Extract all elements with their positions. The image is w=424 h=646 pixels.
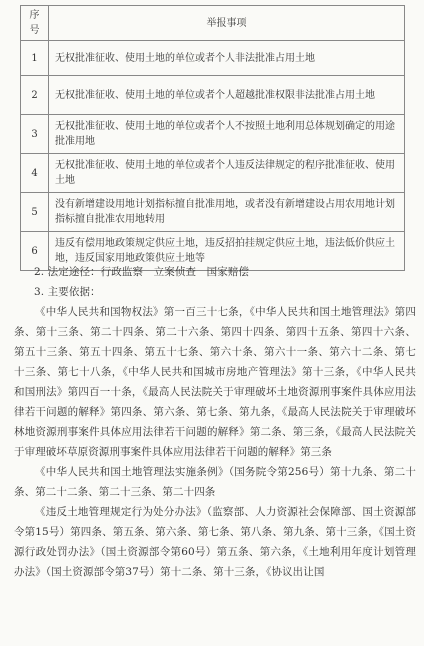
row-text: 没有新增建设用地计划指标擅自批准用地，或者没有新增建设占用农用地计划指标擅自批准农用地转用 [49, 193, 405, 232]
table-row [21, 154, 405, 193]
row-number: 6 [21, 232, 49, 271]
main-basis-heading: 3. 主要依据： [34, 286, 101, 298]
row-number: 4 [21, 154, 49, 193]
row-text: 无权批准征收、使用土地的单位或者个人不按照土地利用总体规划确定的用途批准用地 [49, 115, 405, 154]
table-row [21, 41, 405, 76]
row-number: 1 [21, 41, 49, 76]
table-row [21, 76, 405, 115]
legal-channels-item: 2. 法定途径：行政监察 立案侦查 国家赔偿 [34, 266, 250, 278]
row-text: 无权批准征收、使用土地的单位或者个人超越批准权限非法批准占用土地 [49, 76, 405, 115]
basis-paragraph: 《违反土地管理规定行为处分办法》（监察部、人力资源社会保障部、国土资源部令第15号）第四条、第五条、第六条、第七条、第八条、第九条、第十三条，《国土资源行政处罚办法》（国土资源部令第60号）第五条、第六条，《土地利用年度计划管理办法》（国土资源部令第37号）第十二条、第十三条，《协议出让国 [14, 506, 416, 578]
basis-paragraph: 《中华人民共和国土地管理法实施条例》（国务院令第256号）第十九条、第二十条、第二十二条、第二十三条、第二十四条 [14, 466, 416, 498]
document-body [14, 262, 416, 582]
table-row [21, 193, 405, 232]
table-row [21, 115, 405, 154]
row-number: 3 [21, 115, 49, 154]
row-number: 5 [21, 193, 49, 232]
header-serial-number: 序号 [21, 6, 49, 41]
report-items-table [20, 5, 405, 271]
basis-paragraph: 《中华人民共和国物权法》第一百三十七条，《中华人民共和国土地管理法》第四条、第十三条、第二十四条、第二十六条、第四十四条、第四十五条、第四十六条、第五十三条、第五十四条、第五十七条、第六十条、第六十一条、第六十二条、第七十三条、第七十八条，《中华人民共和国城市房地产管理法》第十三条，《中华人民共和国刑法》第四百一十条，《最高人民法院关于审理破坏土地资源刑事案件具体应用法律若干问题的解释》第四条、第六条、第七条、第九条，《最高人民法院关于审理破坏林地资源刑事案件具体应用法律若干问题的解释》第二条、第三条，《最高人民法院关于审理破坏草原资源刑事案件具体应用法律若干问题的解释》第三条 [14, 306, 416, 458]
table-header-row [21, 6, 405, 41]
header-report-item: 举报事项 [49, 6, 405, 41]
row-text: 无权批准征收、使用土地的单位或者个人违反法律规定的程序批准征收、使用土地 [49, 154, 405, 193]
row-number: 2 [21, 76, 49, 115]
row-text: 违反有偿用地政策规定供应土地，违反招拍挂规定供应土地，违法低价供应土地，违反国家用地政策供应土地等 [49, 232, 405, 271]
row-text: 无权批准征收、使用土地的单位或者个人非法批准占用土地 [49, 41, 405, 76]
